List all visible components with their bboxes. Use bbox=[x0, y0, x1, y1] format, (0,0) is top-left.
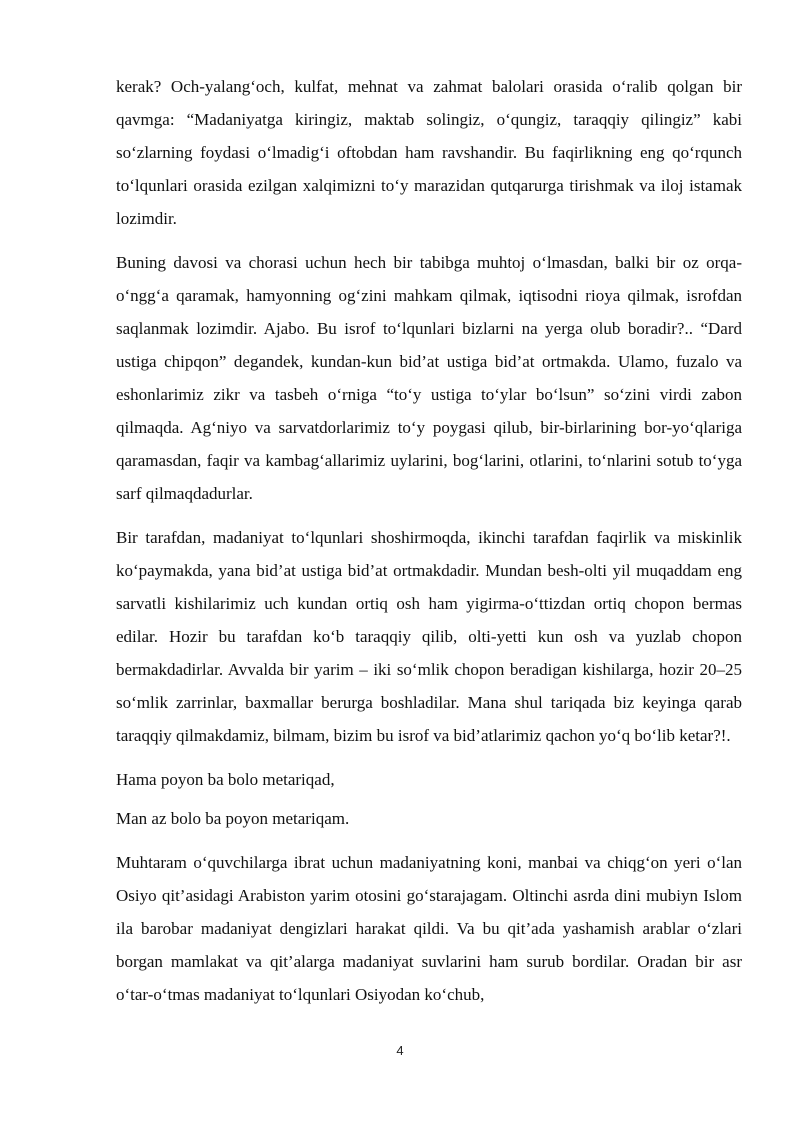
document-page bbox=[116, 70, 742, 1022]
verse-line-2: Man az bolo ba poyon metariqam. bbox=[116, 809, 350, 828]
verse-line-1: Hama poyon ba bolo metariqad, bbox=[116, 770, 335, 789]
paragraph-3: Bir tarafdan, madaniyat to‘lqunlari shoshirmoqda, ikinchi tarafdan faqirlik va miskinlik ko‘paymakda, yana bid’at ustiga bid’at ortmakdadir. Mundan besh-olti yil muqaddam eng sarvatli kishilarimiz uch kundan ortiq osh ham yigirma-o‘ttizdan ortiq chopon bermas edilar. Hozir bu tarafdan ko‘b taraqqiy qilib, olti-yetti kun osh va yuzlab chopon bermakdadirlar. Avvalda bir yarim – iki so‘mlik chopon beradigan kishilarga, hozir 20–25 so‘mlik zarrinlar, baxmallar berurga boshladilar. Mana shul tariqada biz keyinga qarab taraqqiy qilmakdamiz, bilmam, bizim bu isrof va bid’atlarimiz qachon yo‘q bo‘lib ketar?!. bbox=[116, 528, 742, 745]
page-number: 4 bbox=[396, 1043, 404, 1058]
paragraph-4: Muhtaram o‘quvchilarga ibrat uchun madaniyatning koni, manbai va chiqg‘on yeri o‘lan Osiyo qit’asidagi Arabiston yarim otosini go‘starajagam. Oltinchi asrda dini mubiyn Islom ila barobar madaniyat dengizlari harakat qildi. Va bu qit’ada yashamish arablar o‘zlari borgan mamlakat va qit’alarga madaniyat suvlarini ham surub bordilar. Oradan bir asr o‘tar-o‘tmas madaniyat to‘lqunlari Osiyodan ko‘chub, bbox=[116, 853, 742, 1004]
paragraph-1: kerak? Och-yalang‘och, kulfat, mehnat va zahmat balolari orasida o‘ralib qolgan bir qavmga: “Madaniyatga kiringiz, maktab solingiz, o‘qungiz, taraqqiy qilingiz” kabi so‘zlarning foydasi o‘lmadig‘i oftobdan ham ravshandir. Bu faqirlikning eng qo‘rqunch to‘lqunlari orasida ezilgan xalqimizni to‘y marazidan qutqarurga tirishmak va iloj istamak lozimdir. bbox=[116, 77, 742, 228]
paragraph-2: Buning davosi va chorasi uchun hech bir tabibga muhtoj o‘lmasdan, balki bir oz orqa-o‘ngg‘a qaramak, hamyonning og‘zini mahkam qilmak, iqtisodni rioya qilmak, isrofdan saqlanmak lozimdir. Ajabo. Bu isrof to‘lqunlari bizlarni na yerga olub boradir?.. “Dard ustiga chipqon” degandek, kundan-kun bid’at ustiga bid’at ortmakda. Ulamo, fuzalo va eshonlarimiz zikr va tasbeh o‘rniga “to‘y ustiga to‘ylar bo‘lsun” so‘zini virdi zabon qilmaqda. Ag‘niyo va sarvatdorlarimiz to‘y poygasi qilub, bir-birlarining bor-yo‘qlariga qaramasdan, faqir va kambag‘allarimiz uylarini, bog‘larini, otlarini, to‘nlarini sotub to‘yga sarf qilmaqdadurlar. bbox=[116, 253, 742, 503]
